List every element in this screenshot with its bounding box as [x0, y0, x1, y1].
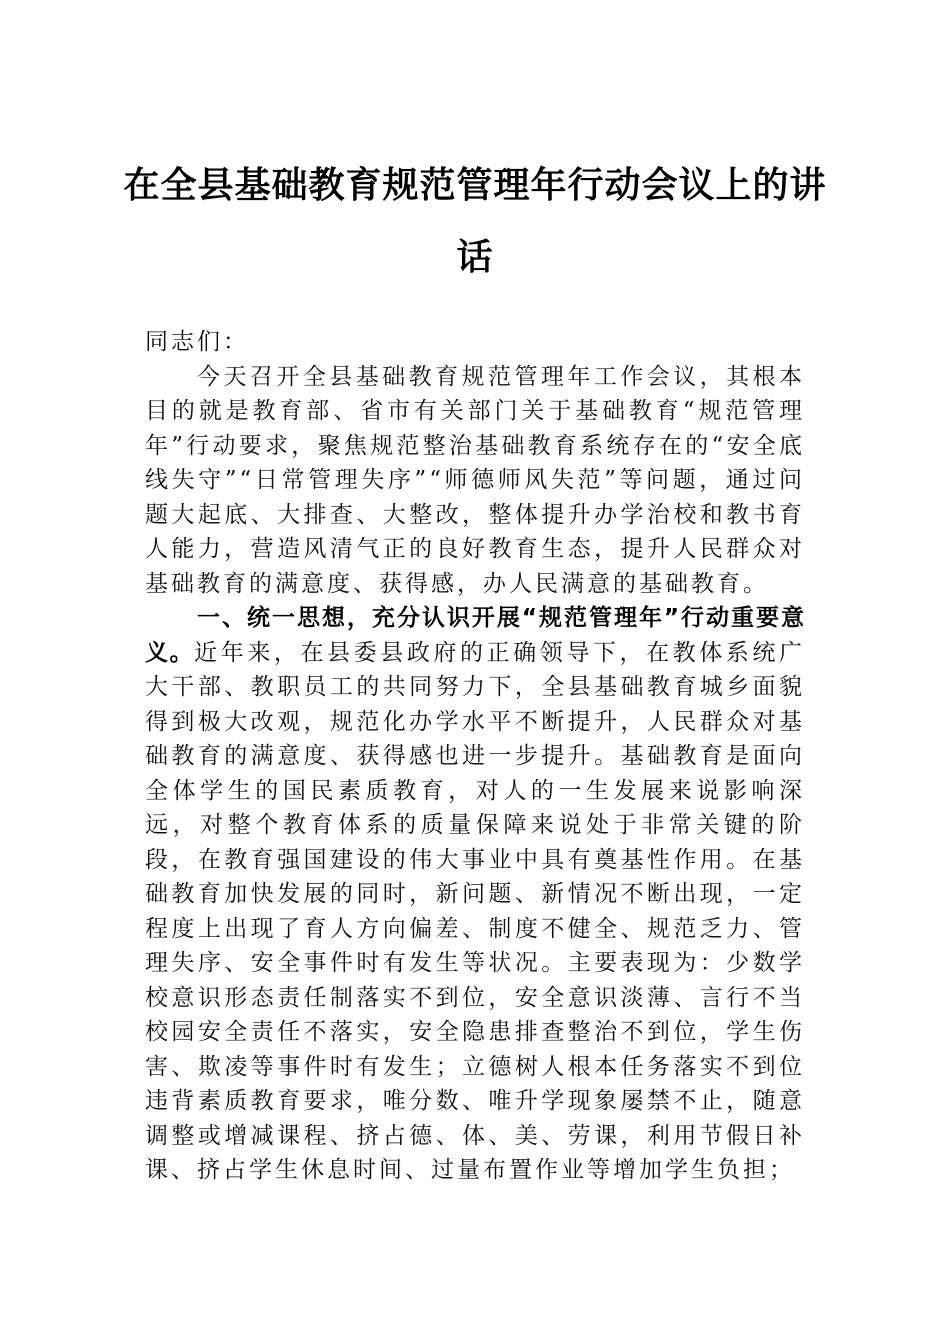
paragraph-section-1 — [145, 601, 805, 1188]
section-text: 近年来，在县委县政府的正确领导下，在教体系统广大干部、教职员工的共同努力下，全县基础教育城乡面貌得到极大改观，规范化办学水平不断提升，人民群众对基础教育的满意度、获得感也进一步提升。基础教育是面向全体学生的国民素质教育，对人的一生发展来说影响深远，对整个教育体系的质量保障来说处于非常关键的阶段，在教育强国建设的伟大事业中具有奠基性作用。在基础教育加快发展的同时，新问题、新情况不断出现，一定程度上出现了育人方向偏差、制度不健全、规范乏力、管理失序、安全事件时有发生等状况。主要表现为：少数学校意识形态责任制落实不到位，安全意识淡薄、言行不当校园安全责任不落实，安全隐患排查整治不到位，学生伤害、欺凌等事件时有发生；立德树人根本任务落实不到位违背素质教育要求，唯分数、唯升学现象屡禁不止，随意调整或增减课程、挤占德、体、美、劳课，利用节假日补课、挤占学生休息时间、过量布置作业等增加学生负担； — [145, 639, 806, 1183]
salutation: 同志们： — [145, 329, 249, 355]
document-body — [145, 325, 805, 1188]
section-heading: 一、统一思想，充分认识开展“规范管理年”行动重要意义。 — [145, 605, 805, 666]
paragraph-intro: 今天召开全县基础教育规范管理年工作会议，其根本目的就是教育部、省市有关部门关于基础教育“规范管理年”行动要求，聚焦规范整治基础教育系统存在的“安全底线失守”“日常管理失序”“师德师风失范”等问题，通过问题大起底、大排查、大整改，整体提升办学治校和教书育人能力，营造风清气正的良好教育生态，提升人民群众对基础教育的满意度、获得感，办人民满意的基础教育。 — [145, 363, 805, 597]
document-title: 在全县基础教育规范管理年行动会议上的讲话 — [123, 165, 827, 278]
